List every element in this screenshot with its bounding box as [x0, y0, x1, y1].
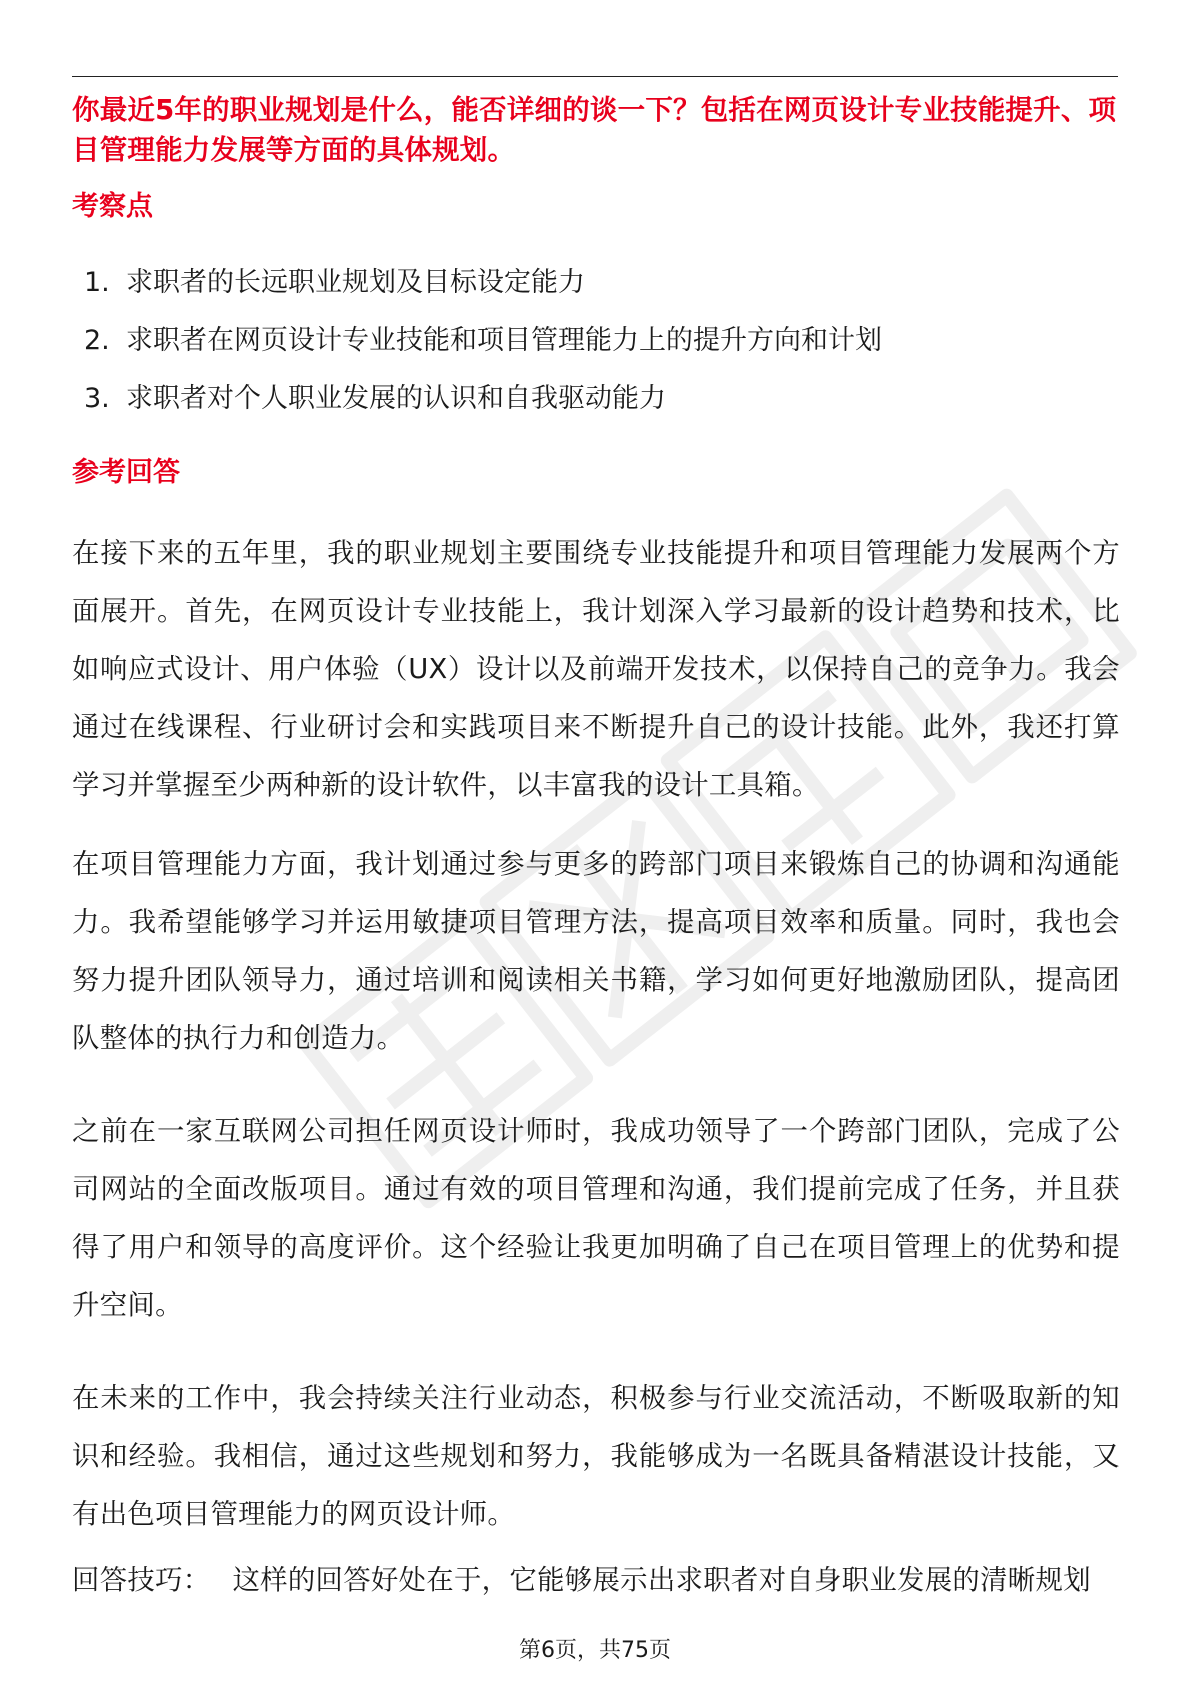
list-item-number: 3. — [84, 383, 110, 414]
list-item-text: 求职者对个人职业发展的认识和自我驱动能力 — [126, 383, 666, 414]
reference-answer-heading: 参考回答 — [72, 457, 180, 488]
list-item-number: 2. — [84, 325, 110, 356]
answer-paragraph: 在接下来的五年里，我的职业规划主要围绕专业技能提升和项目管理能力发展两个方面展开。首先，在网页设计专业技能上，我计划深入学习最新的设计趋势和技术，比如响应式设计、用户体验（UX）设计以及前端开发技术，以保持自己的竞争力。我会通过在线课程、行业研讨会和实践项目来不断提升自己的设计技能。此外，我还打算学习并掌握至少两种新的设计软件，以丰富我的设计工具箱。 — [72, 538, 1120, 801]
tip-text: 这样的回答好处在于，它能够展示出求职者对自身职业发展的清晰规划 — [232, 1565, 1091, 1596]
list-item — [84, 264, 882, 322]
answer-paragraph: 之前在一家互联网公司担任网页设计师时，我成功领导了一个跨部门团队，完成了公司网站的全面改版项目。通过有效的项目管理和沟通，我们提前完成了任务，并且获得了用户和领导的高度评价。这个经验让我更加明确了自己在项目管理上的优势和提升空间。 — [72, 1116, 1120, 1321]
list-item — [84, 322, 882, 380]
list-item-text: 求职者在网页设计专业技能和项目管理能力上的提升方向和计划 — [126, 325, 882, 356]
key-points-heading: 考察点 — [72, 191, 153, 222]
answer-paragraph: 在未来的工作中，我会持续关注行业动态，积极参与行业交流活动，不断吸取新的知识和经验。我相信，通过这些规划和努力，我能够成为一名既具备精湛设计技能，又有出色项目管理能力的网页设计师。 — [72, 1383, 1120, 1530]
interview-question: 你最近5年的职业规划是什么，能否详细的谈一下？包括在网页设计专业技能提升、项目管理能力发展等方面的具体规划。 — [72, 94, 1117, 166]
page-number: 第6页，共75页 — [519, 1638, 671, 1663]
list-item-number: 1. — [84, 267, 110, 298]
top-divider — [72, 76, 1118, 77]
list-item — [84, 380, 882, 438]
tip-label: 回答技巧： — [72, 1565, 211, 1596]
answer-paragraph: 在项目管理能力方面，我计划通过参与更多的跨部门项目来锻炼自己的协调和沟通能力。我希望能够学习并运用敏捷项目管理方法，提高项目效率和质量。同时，我也会努力提升团队领导力，通过培训和阅读相关书籍，学习如何更好地激励团队，提高团队整体的执行力和创造力。 — [72, 849, 1120, 1054]
key-points-list — [84, 264, 882, 438]
answer-tip — [72, 1552, 1091, 1610]
list-item-text: 求职者的长远职业规划及目标设定能力 — [126, 267, 585, 298]
